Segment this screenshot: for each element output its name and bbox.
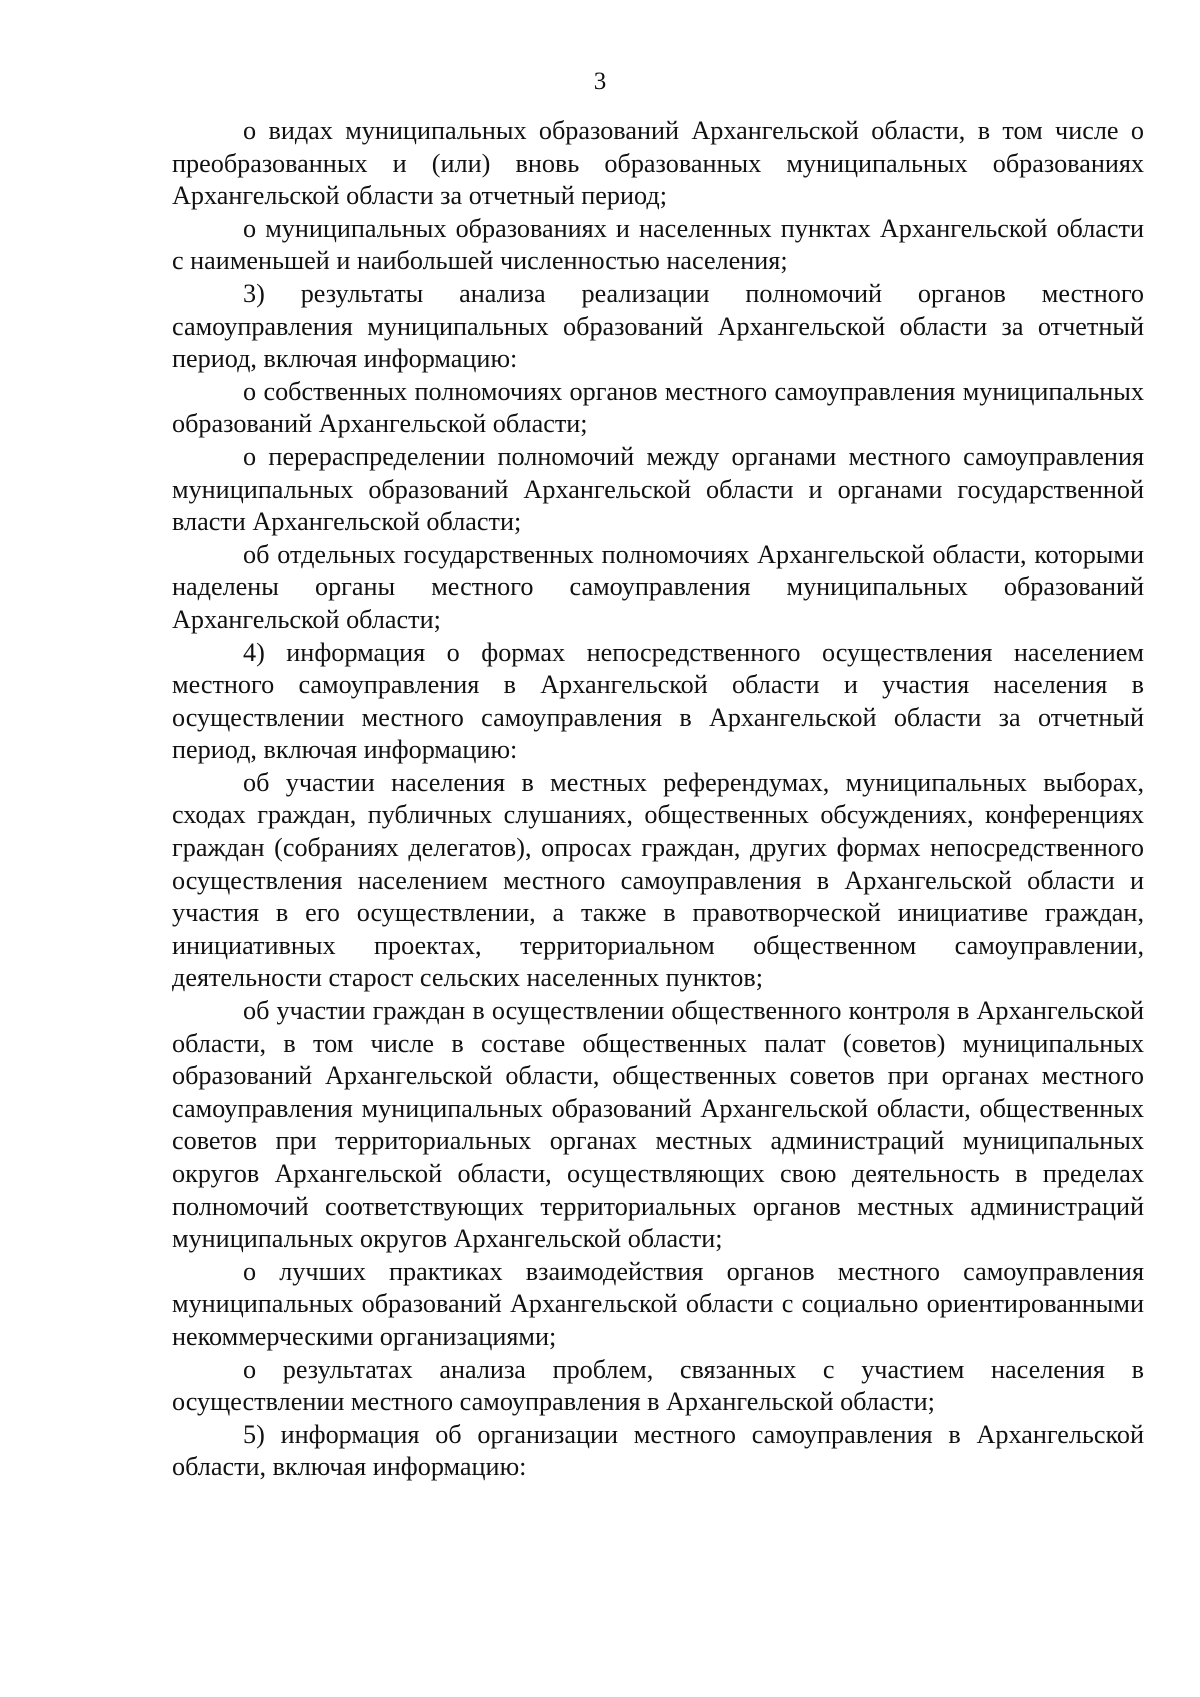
- document-body: [172, 115, 1144, 1484]
- paragraph-state-powers: об отдельных государственных полномочиях Архангельской области, которыми наделены органы местного самоуправления муниципальных образований Архангельской области;: [172, 539, 1144, 634]
- paragraph-best-practices: о лучших практиках взаимодействия органов местного самоуправления муниципальных образований Архангельской области с социально ориентированными некоммерческими организациями;: [172, 1256, 1144, 1351]
- paragraph-item-3: 3) результаты анализа реализации полномочий органов местного самоуправления муниципальных образований Архангельской области за отчетный период, включая информацию:: [172, 278, 1144, 374]
- page-number: 3: [593, 68, 607, 95]
- paragraph-problem-analysis: о результатах анализа проблем, связанных с участием населения в осуществлении местного самоуправления в Архангельской области;: [172, 1354, 1144, 1417]
- paragraph-item-5: 5) информация об организации местного самоуправления в Архангельской области, включая информацию:: [172, 1419, 1144, 1482]
- paragraph-public-control: об участии граждан в осуществлении общественного контроля в Архангельской области, в том числе в составе общественных палат (советов) муниципальных образований Архангельской области, общественных советов при органах местного самоуправления муниципальных образований Архангельской области, общественных советов при территориальных органах местных администраций муниципальных округов Архангельской области, осуществляющих свою деятельность в пределах полномочий соответствующих территориальных органов местных администраций муниципальных округов Архангельской области;: [172, 996, 1144, 1254]
- paragraph-municipal-types: о видах муниципальных образований Архангельской области, в том числе о преобразованных и (или) вновь образованных муниципальных образованиях Архангельской области за отчетный период;: [172, 116, 1144, 211]
- paragraph-population-participation: об участии населения в местных референдумах, муниципальных выборах, сходах граждан, публичных слушаниях, общественных обсуждениях, конференциях граждан (собраниях делегатов), опросах граждан, других формах непосредственного осуществления населением местного самоуправления в Архангельской области и участия в его осуществлении, а также в правотворческой инициативе граждан, инициативных проектах, территориальном общественном самоуправлении, деятельности старост сельских населенных пунктов;: [172, 767, 1144, 993]
- paragraph-redistribution: о перераспределении полномочий между органами местного самоуправления муниципальных образований Архангельской области и органами государственной власти Архангельской области;: [172, 441, 1144, 537]
- paragraph-own-powers: о собственных полномочиях органов местного самоуправления муниципальных образований Архангельской области;: [172, 376, 1144, 439]
- paragraph-population-extremes: о муниципальных образованиях и населенных пунктах Архангельской области с наименьшей и наибольшей численностью населения;: [172, 213, 1144, 276]
- paragraph-item-4: 4) информация о формах непосредственного осуществления населением местного самоуправления в Архангельской области и участия населения в осуществлении местного самоуправления в Архангельской области за отчетный период, включая информацию:: [172, 637, 1144, 765]
